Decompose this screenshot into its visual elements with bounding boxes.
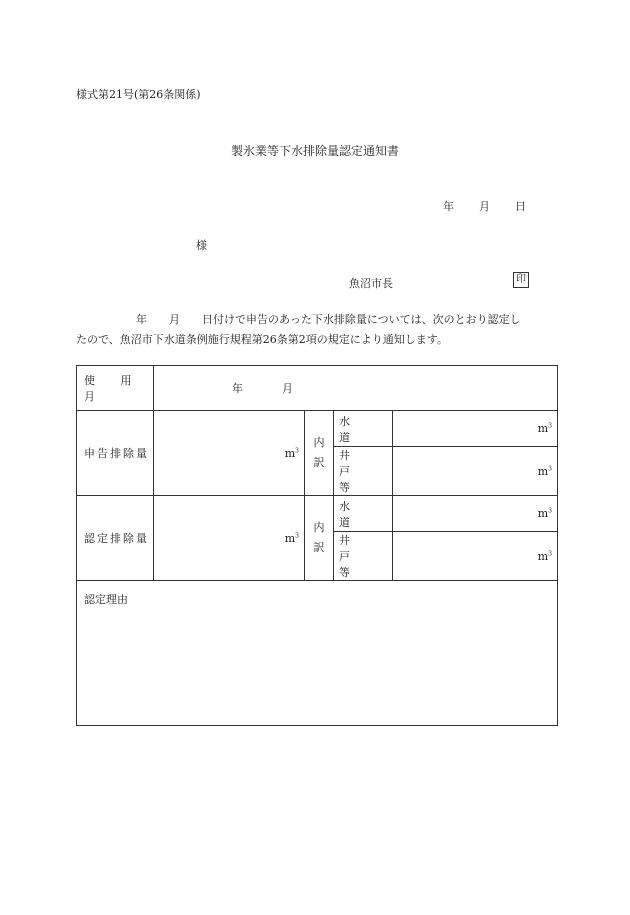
usage-year-label: 年 xyxy=(232,382,243,395)
declared-amount-label: 申告排除量 xyxy=(77,411,154,496)
addressee-honorific: 様 xyxy=(196,239,207,252)
declared-water-supply-label: 水 道 xyxy=(334,411,393,447)
certified-well-label: 井 戸 等 xyxy=(334,532,393,581)
declared-amount-total: $m^3$ xyxy=(154,411,305,496)
certification-table xyxy=(76,365,558,726)
issue-date xyxy=(443,198,526,214)
certified-water-supply-value: $m^3$ xyxy=(393,496,558,532)
reason-row xyxy=(77,581,558,726)
certified-breakdown-label: 内 訳 xyxy=(305,496,334,581)
usage-month-label: 使 用 月 xyxy=(77,366,154,411)
certification-reason: 認定理由 xyxy=(77,581,558,726)
certified-water-supply-label: 水 道 xyxy=(334,496,393,532)
certified-amount-label: 認定排除量 xyxy=(77,496,154,581)
declared-well-label: 井 戸 等 xyxy=(334,447,393,496)
declared-water-supply-value: $m^3$ xyxy=(393,411,558,447)
declared-well-value: $m^3$ xyxy=(393,447,558,496)
date-month: 月 xyxy=(479,200,490,213)
issuer-name: 魚沼市長 xyxy=(349,277,393,290)
document-title: 製氷業等下水排除量認定通知書 xyxy=(230,144,399,158)
notice-body-line-2: たので、魚沼市下水道条例施行規程第26条第2項の規定により通知します。 xyxy=(76,333,448,346)
seal-stamp: 印 xyxy=(513,272,529,288)
declared-breakdown-label: 内 訳 xyxy=(305,411,334,496)
notice-body-line-1: 年 月 日付けで申告のあった下水排除量については、次のとおり認定し xyxy=(136,313,521,326)
date-year: 年 xyxy=(443,200,454,213)
certified-well-value: $m^3$ xyxy=(393,532,558,581)
form-number: 様式第21号(第26条関係) xyxy=(76,88,201,101)
certified-water-row xyxy=(77,496,558,532)
certified-amount-total: $m^3$ xyxy=(154,496,305,581)
notice-body xyxy=(76,310,556,350)
usage-month-unit: 月 xyxy=(282,382,293,395)
usage-month-value xyxy=(154,366,558,411)
date-day: 日 xyxy=(515,200,526,213)
declared-water-row xyxy=(77,411,558,447)
usage-month-row xyxy=(77,366,558,411)
